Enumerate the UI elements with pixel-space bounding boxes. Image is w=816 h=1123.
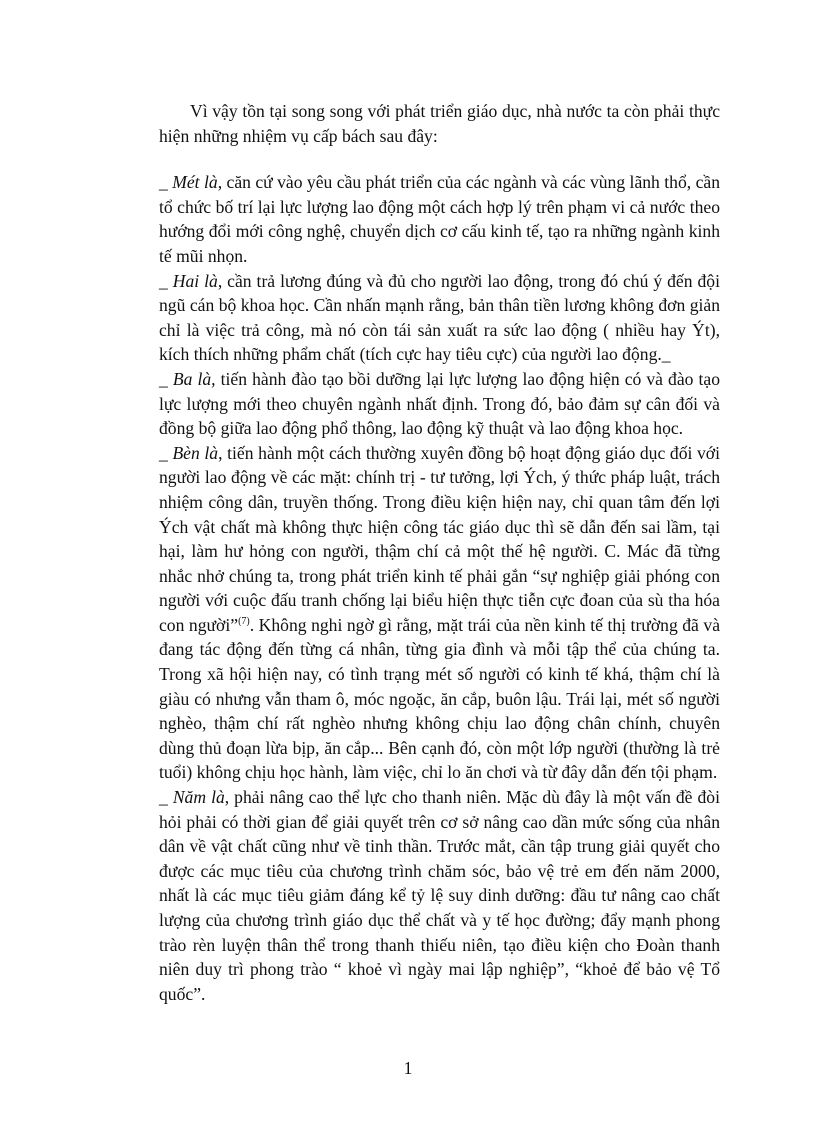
paragraph-hai-la <box>159 269 720 367</box>
paragraph-gap <box>159 148 720 170</box>
paragraph-text: tiến hành đào tạo bồi dưỡng lại lực lượng lao động hiện có và đào tạo lực lượng mới theo chuyên ngành nhất định. Trong đó, bảo đảm sự cân đối và đồng bộ giữa lao động phổ thông, lao động kỹ thuật và lao động khoa học. <box>159 368 721 439</box>
lead-phrase: Bèn là <box>172 442 219 463</box>
bullet-marker: _ <box>159 442 173 463</box>
lead-phrase: Ba là, <box>172 368 216 389</box>
paragraph-text: , cần trả lương đúng và đủ cho người lao động, trong đó chú ý đến đội ngũ cán bộ khoa học. Cần nhấn mạnh rằng, bản thân tiền lương không đơn giản chỉ là việc trả công, mà nó còn tái sản xuất ra sức lao động ( nhiều hay Ýt), kích thích những phẩm chất (tích cực hay tiêu cực) của người lao động._ <box>159 270 720 365</box>
page-number: 1 <box>403 1058 413 1078</box>
paragraph-text-continued: . Không nghi ngờ gì rằng, mặt trái của nền kinh tế thị trường đã và đang tác động đến từng cá nhân, từng gia đình và mỗi tập thể của chúng ta. Trong xã hội hiện nay, có tình trạng mét số người có kinh tế khá, thậm chí là giàu có nhưng vẫn tham ô, móc ngoặc, ăn cắp, buôn lậu. Trái lại, mét số người nghèo, thậm chí rất nghèo nhưng không chịu lao động chân chính, chuyên dùng thủ đoạn lừa bịp, ăn cắp... Bên cạnh đó, còn một lớp người (thường là trẻ tuổi) không chịu học hành, làm việc, chỉ lo ăn chơi và từ đây dẫn đến tội phạm. <box>159 614 720 783</box>
bullet-marker: _ <box>159 270 173 291</box>
paragraph-text: , tiến hành một cách thường xuyên đồng bộ hoạt động giáo dục đối với người lao động về các mặt: chính trị - tư tưởng, lợi Ých, ý thức pháp luật, trách nhiệm công dân, truyền thống. Trong điều kiện hiện nay, chỉ quan tâm đến lợi Ých vật chất mà không thực hiện công tác giáo dục thì sẽ dẫn đến sai lầm, tại hại, làm hư hỏng con người, thậm chí cả một thế hệ người. C. Mác đã từng nhắc nhở chúng ta, trong phát triển kinh tế phải gắn “sự nghiệp giải phóng con người với cuộc đấu tranh chống lại biểu hiện thực tiễn cực đoan của sù tha hóa con người” <box>159 442 720 635</box>
bullet-marker: _ <box>159 368 173 389</box>
intro-paragraph: Vì vậy tồn tại song song với phát triển giáo dục, nhà nước ta còn phải thực hiện những nhiệm vụ cấp bách sau đây: <box>159 101 720 146</box>
paragraph-text: , căn cứ vào yêu cầu phát triển của các ngành và các vùng lãnh thổ, cần tổ chức bố trí lại lực lượng lao động một cách hợp lý trên phạm vi cả nước theo hướng đổi mới công nghệ, chuyển dịch cơ cấu kinh tế, tạo ra những ngành kinh tế mũi nhọn. <box>159 172 720 266</box>
lead-phrase: Năm là <box>172 787 225 808</box>
bullet-marker: _ <box>159 172 173 193</box>
paragraph-bon-la <box>159 441 720 785</box>
paragraph-mot-la <box>159 170 720 268</box>
bullet-marker: _ <box>159 787 173 808</box>
paragraph-text: , phải nâng cao thể lực cho thanh niên. Mặc dù đây là một vấn đề đòi hỏi phải có thời gian để giải quyết trên cơ sở nâng cao dần mức sống của nhân dân về vật chất cũng như về tinh thần. Trước mắt, cần tập trung giải quyết cho được các mục tiêu của chương trình chăm sóc, bảo vệ trẻ em đến năm 2000, nhất là các mục tiêu giảm đáng kể tỷ lệ suy dinh dưỡng: đầu tư nâng cao chất lượng của chương trình giáo dục thể chất và y tế học đường; đẩy mạnh phong trào rèn luyện thân thể trong thanh thiếu niên, tạo điều kiện cho Đoàn thanh niên duy trì phong trào “ khoẻ vì ngày mai lập nghiệp”, “khoẻ để bảo vệ Tổ quốc”. <box>159 787 720 1004</box>
paragraph-ba-la <box>159 367 720 441</box>
body-text <box>159 99 720 1006</box>
lead-phrase: Mét là <box>172 172 218 193</box>
paragraph-nam-la <box>159 785 720 1006</box>
footnote-reference: (7) <box>238 616 250 628</box>
lead-phrase: Hai là <box>172 270 218 291</box>
